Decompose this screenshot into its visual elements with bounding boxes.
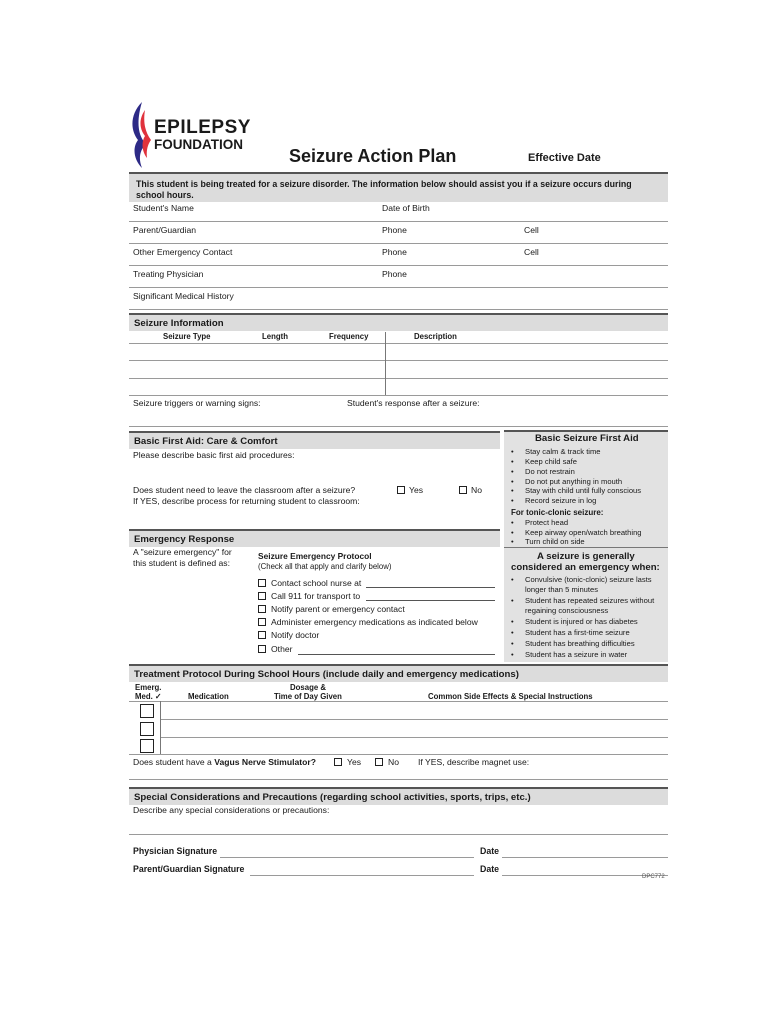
emergency-when-heading-1: A seizure is generally (537, 551, 635, 562)
emergency-defined-line-2: this student is defined as: (133, 558, 230, 568)
emergency-item: • Convulsive (tonic-clonic) seizure lasts (525, 575, 652, 585)
panel-item: • Keep child safe (525, 457, 577, 467)
panel-item: • Record seizure in log (525, 496, 596, 506)
dob-label: Date of Birth (382, 203, 430, 213)
seizure-information-heading: Seizure Information (134, 318, 224, 329)
vns-question-text: Does student have a (133, 757, 215, 767)
emergency-item: • Student has a first-time seizure (525, 628, 630, 638)
student-name-line[interactable] (129, 221, 668, 222)
leave-no-label: No (471, 485, 482, 495)
flame-icon (128, 100, 152, 170)
panel-item: • Stay with child until fully conscious (525, 486, 641, 496)
emergency-item: • Student has repeated seizures without (525, 596, 654, 606)
call-911-line[interactable] (366, 600, 495, 601)
parent-date-label: Date (480, 864, 500, 874)
treatment-row-line-2[interactable] (160, 737, 668, 738)
col-dosage-2: Time of Day Given (274, 692, 342, 701)
intro-line-2: school hours. (136, 190, 194, 200)
physician-line[interactable] (129, 287, 668, 288)
effective-date-label: Effective Date (528, 152, 601, 164)
seizure-column-divider (385, 332, 386, 395)
seizure-information-band (129, 313, 668, 331)
emergency-item: • Student is injured or has diabetes (525, 617, 638, 627)
col-description: Description (414, 332, 457, 341)
other-line[interactable] (298, 654, 495, 655)
seizure-row-line-2[interactable] (129, 378, 668, 379)
leave-no-checkbox[interactable] (459, 486, 467, 494)
phone-label-3: Phone (382, 269, 407, 279)
parent-line[interactable] (129, 243, 668, 244)
seizure-row-line-1[interactable] (129, 360, 668, 361)
phone-label-1: Phone (382, 225, 407, 235)
special-considerations-heading: Special Considerations and Precautions (regarding school activities, sports, trips, etc.) (134, 792, 531, 803)
vns-question (133, 757, 316, 767)
basic-seizure-first-aid-panel (504, 430, 668, 662)
student-name-label: Student's Name (133, 203, 194, 213)
col-emerg-1: Emerg. (135, 683, 162, 692)
emergency-item: • Student has a seizure in water (525, 650, 627, 660)
col-medication: Medication (188, 692, 229, 701)
parent-label: Parent/Guardian (133, 225, 197, 235)
treatment-row-line-1[interactable] (160, 719, 668, 720)
intro-line-1: This student is being treated for a seizure disorder. The information below should assist you if a seizure occurs during (136, 179, 632, 189)
triggers-line[interactable] (129, 426, 668, 427)
physician-signature-line[interactable] (220, 857, 474, 858)
first-aid-heading: Basic First Aid: Care & Comfort (134, 436, 278, 447)
contact-nurse-checkbox[interactable] (258, 579, 266, 587)
special-considerations-band (129, 787, 668, 805)
triggers-label: Seizure triggers or warning signs: (133, 398, 261, 408)
notify-doctor-label: Notify doctor (271, 630, 320, 640)
emergency-item-continued: regaining consciousness (525, 606, 609, 615)
panel-item: • Do not put anything in mouth (525, 477, 622, 487)
emerg-med-checkbox-1[interactable] (140, 704, 154, 718)
leave-classroom-question: Does student need to leave the classroom after a seizure? (133, 485, 356, 495)
leave-yes-checkbox[interactable] (397, 486, 405, 494)
logo-text-foundation: FOUNDATION (154, 137, 243, 152)
other-checkbox[interactable] (258, 645, 266, 653)
phone-label-2: Phone (382, 247, 407, 257)
contact-nurse-label: Contact school nurse at (271, 578, 362, 588)
emerg-med-checkbox-2[interactable] (140, 722, 154, 736)
emergency-response-heading: Emergency Response (134, 534, 235, 545)
administer-meds-checkbox[interactable] (258, 618, 266, 626)
panel-heading: Basic Seizure First Aid (535, 433, 639, 444)
call-911-label: Call 911 for transport to (271, 591, 361, 601)
logo-text-epilepsy: EPILEPSY (154, 117, 251, 138)
physician-label: Treating Physician (133, 269, 204, 279)
epilepsy-foundation-logo (128, 100, 268, 170)
col-side-effects: Common Side Effects & Special Instructions (428, 692, 593, 701)
panel-item: • Do not restrain (525, 467, 575, 477)
vns-no-label: No (388, 757, 399, 767)
medical-history-line[interactable] (129, 309, 668, 310)
treatment-heading: Treatment Protocol During School Hours (include daily and emergency medications) (134, 669, 519, 680)
seizure-row-line-3[interactable] (129, 395, 668, 396)
medical-history-label: Significant Medical History (133, 291, 234, 301)
physician-date-label: Date (480, 846, 500, 856)
notify-doctor-checkbox[interactable] (258, 631, 266, 639)
vns-yes-label: Yes (347, 757, 362, 767)
protocol-subheading: (Check all that apply and clarify below) (258, 562, 392, 571)
first-aid-band (129, 431, 500, 449)
other-contact-label: Other Emergency Contact (133, 247, 233, 257)
treatment-row-line-3[interactable] (129, 754, 668, 755)
emergency-item: • Student has breathing difficulties (525, 639, 635, 649)
emergency-defined-line-1: A "seizure emergency" for (133, 547, 232, 557)
tonic-clonic-heading: For tonic-clonic seizure: (511, 508, 604, 517)
emergency-when-heading-2: considered an emergency when: (511, 562, 660, 573)
physician-date-line[interactable] (502, 857, 668, 858)
vns-line[interactable] (129, 779, 668, 780)
protocol-heading: Seizure Emergency Protocol (258, 551, 372, 561)
notify-parent-checkbox[interactable] (258, 605, 266, 613)
seizure-row-line-0 (129, 343, 668, 344)
form-code: DPC772 (642, 874, 665, 880)
tonic-item: • Protect head (525, 518, 568, 528)
tonic-item: • Turn child on side (525, 537, 585, 547)
cell-label-2: Cell (524, 247, 539, 257)
leave-yes-label: Yes (409, 485, 424, 495)
col-dosage-1: Dosage & (290, 683, 326, 692)
treatment-band (129, 664, 668, 682)
emergency-item-continued: longer than 5 minutes (525, 585, 599, 594)
tonic-item: • Keep airway open/watch breathing (525, 528, 642, 538)
magnet-use-label: If YES, describe magnet use: (418, 757, 530, 767)
response-label: Student's response after a seizure: (347, 398, 480, 408)
treatment-emerg-divider (160, 701, 161, 754)
other-contact-line[interactable] (129, 265, 668, 266)
col-length: Length (262, 332, 288, 341)
col-emerg-2: Med. ✓ (135, 692, 162, 701)
vns-no-checkbox[interactable] (375, 758, 383, 766)
special-line-1[interactable] (129, 834, 668, 835)
col-frequency: Frequency (329, 332, 369, 341)
vns-question-bold: Vagus Nerve Stimulator? (214, 757, 316, 767)
other-label: Other (271, 644, 293, 654)
emerg-med-checkbox-3[interactable] (140, 739, 154, 753)
notify-parent-label: Notify parent or emergency contact (271, 604, 405, 614)
vns-yes-checkbox[interactable] (334, 758, 342, 766)
parent-signature-label: Parent/Guardian Signature (133, 864, 245, 874)
treatment-header-line (129, 701, 668, 702)
call-911-checkbox[interactable] (258, 592, 266, 600)
first-aid-describe-label: Please describe basic first aid procedures: (133, 450, 295, 460)
return-process-label: If YES, describe process for returning student to classroom: (133, 496, 360, 506)
emergency-response-band (129, 529, 500, 547)
page-title: Seizure Action Plan (289, 146, 457, 166)
cell-label-1: Cell (524, 225, 539, 235)
contact-nurse-line[interactable] (366, 587, 495, 588)
intro-band (129, 172, 668, 202)
parent-signature-line[interactable] (250, 875, 474, 876)
physician-signature-label: Physician Signature (133, 846, 218, 856)
special-describe-label: Describe any special considerations or precautions: (133, 805, 330, 815)
col-seizure-type: Seizure Type (163, 332, 211, 341)
administer-meds-label: Administer emergency medications as indicated below (271, 617, 478, 627)
panel-item: • Stay calm & track time (525, 447, 601, 457)
